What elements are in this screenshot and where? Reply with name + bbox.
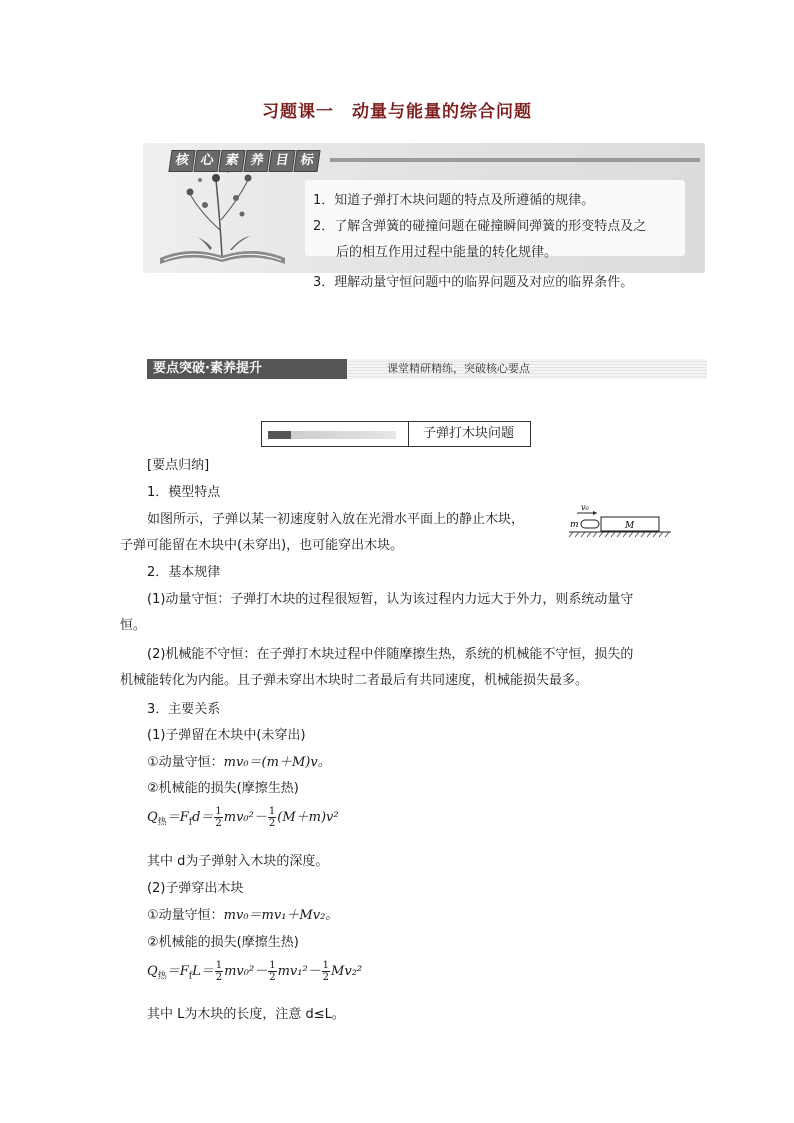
equation: mv₀＝(m＋M)v。 — [223, 755, 331, 770]
summary-heading: [要点归纳] — [147, 458, 210, 473]
eq-term: mv₀²－ — [223, 810, 267, 825]
eq-symbol: ＝F — [166, 964, 189, 979]
fraction-den: 2 — [215, 818, 222, 829]
eq-term: Mv₂² — [331, 964, 363, 979]
paragraph: (1)动量守恒：子弹打木块的过程很短暂，认为该过程内力远大于外力，则系统动量守 — [147, 592, 634, 607]
fraction — [215, 960, 223, 983]
goal-item: 后的相互作用过程中能量的转化规律。 — [336, 245, 558, 260]
fraction — [322, 960, 330, 983]
topic-tag-cell — [262, 422, 409, 446]
fraction-num: 1 — [268, 806, 276, 817]
ground-hatching — [569, 532, 669, 537]
goal-item: 3．理解动量守恒问题中的临界问题及对应的临界条件。 — [313, 275, 634, 290]
fraction — [268, 960, 276, 983]
eq-term: mv₀²－ — [224, 964, 268, 979]
eq-symbol: Q — [147, 964, 158, 979]
fraction — [214, 806, 222, 829]
eq-symbol: ＝F — [166, 810, 189, 825]
note: 其中 d为子弹射入木块的深度。 — [147, 854, 329, 869]
topic-tag-bar — [268, 431, 396, 439]
paragraph: 恒。 — [120, 618, 147, 633]
topic-title: 子弹打木块问题 — [423, 426, 515, 441]
goal-item: 2．了解含弹簧的碰撞问题在碰撞瞬间弹簧的形变特点及之 — [313, 219, 647, 234]
subheading: (1)子弹留在木块中(未穿出) — [147, 728, 306, 743]
eq-term: (M＋m)v² — [277, 810, 339, 825]
goal-item: 1．知道子弹打木块问题的特点及所遵循的规律。 — [313, 193, 595, 208]
bullet-block-diagram — [565, 500, 675, 540]
bullet-mass-label: m — [570, 520, 579, 530]
fraction-den: 2 — [215, 972, 223, 983]
banner-label — [170, 150, 319, 172]
v0-label: v₀ — [581, 503, 589, 512]
subheading: (2)子弹穿出木块 — [147, 881, 244, 896]
equation-label: ①动量守恒： — [147, 755, 224, 770]
eq-subscript: f — [188, 971, 193, 982]
fraction-num: 1 — [215, 806, 222, 817]
banner-char: 养 — [243, 150, 270, 172]
equation: mv₀＝mv₁＋Mv₂。 — [223, 908, 339, 923]
eq-term: mv₁²－ — [277, 964, 321, 979]
heat-equation-2 — [147, 960, 362, 983]
eq-subscript: f — [188, 817, 193, 828]
heading-2: 2．基本规律 — [147, 565, 221, 580]
eq-symbol: Q — [147, 810, 158, 825]
fraction-den: 2 — [322, 972, 330, 983]
topic-box — [261, 421, 531, 447]
heat-equation-1 — [147, 806, 339, 829]
paragraph: 如图所示，子弹以某一初速度射入放在光滑水平面上的静止木块， — [147, 512, 525, 527]
eq-symbol: d＝ — [192, 810, 214, 825]
equation-label: ②机械能的损失(摩擦生热) — [147, 935, 299, 950]
banner-divider — [330, 158, 700, 162]
fraction-den: 2 — [268, 818, 276, 829]
banner-char: 目 — [268, 150, 295, 172]
equation-label: ②机械能的损失(摩擦生热) — [147, 781, 299, 796]
note: 其中 L为木块的长度，注意 d≤L。 — [147, 1007, 345, 1022]
fraction-num: 1 — [322, 960, 330, 971]
fraction-den: 2 — [269, 972, 276, 983]
eq-subscript: 热 — [157, 817, 167, 828]
arrow-head-icon — [593, 511, 597, 515]
fraction-num: 1 — [215, 960, 223, 971]
section-title: 要点突破·素养提升 — [147, 359, 347, 379]
heading-3: 3．主要关系 — [147, 702, 221, 717]
fraction-num: 1 — [269, 960, 276, 971]
paragraph: (2)机械能不守恒：在子弹打木块过程中伴随摩擦生热，系统的机械能不守恒，损失的 — [147, 647, 634, 662]
equation-line — [147, 751, 331, 770]
heading-1: 1．模型特点 — [147, 485, 221, 500]
banner-char: 心 — [193, 150, 220, 172]
equation-label: ①动量守恒： — [147, 908, 224, 923]
paragraph: 子弹可能留在木块中(未穿出)，也可能穿出木块。 — [120, 538, 404, 553]
eq-symbol: L＝ — [192, 964, 214, 979]
section-subtitle: 课堂精研精练，突破核心要点 — [347, 359, 707, 379]
paragraph: 机械能转化为内能。且子弹未穿出木块时二者最后有共同速度，机械能损失最多。 — [120, 673, 589, 688]
block-mass-label: M — [625, 521, 635, 531]
fraction — [268, 806, 276, 829]
equation-line — [147, 904, 338, 923]
banner-char: 素 — [218, 150, 245, 172]
eq-subscript: 热 — [157, 971, 167, 982]
banner-char: 核 — [168, 150, 195, 172]
bullet-shape — [581, 520, 599, 528]
page-title: 习题课一 动量与能量的综合问题 — [262, 102, 532, 122]
banner-char: 标 — [293, 150, 320, 172]
